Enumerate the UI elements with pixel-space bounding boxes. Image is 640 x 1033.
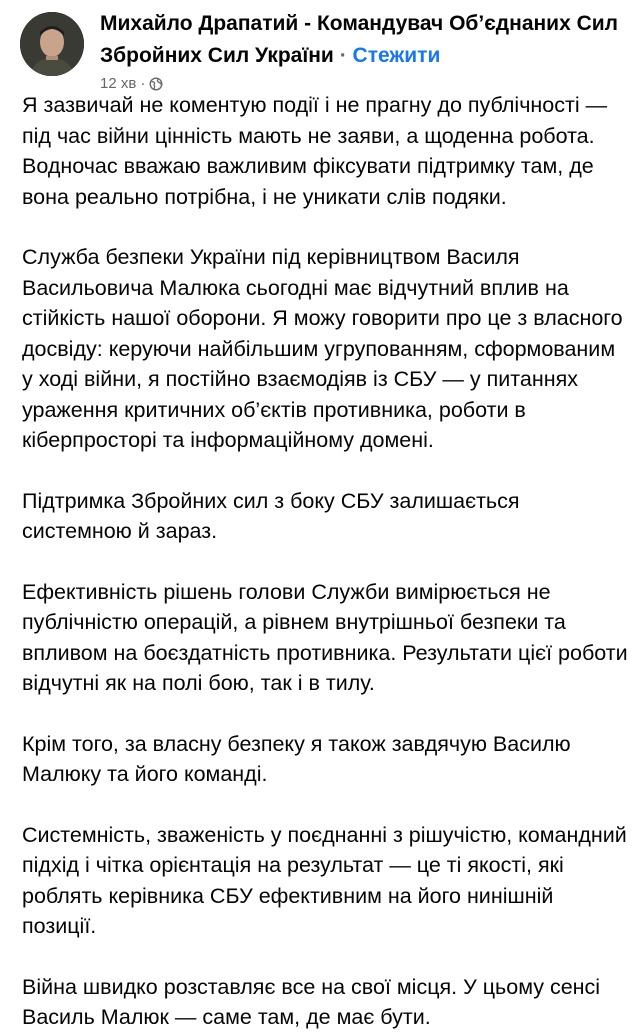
avatar[interactable] [20,12,84,76]
header-text [100,8,632,94]
author-line [100,8,632,72]
separator-dot: · [339,44,347,67]
post-paragraph: Я зазвичай не коментую події і не прагну до публічності — під час війни цінність мають не заяви, а щоденна робота. Водночас вважаю важливим фіксувати підтримку там, де вона реально потрібна, і не уникати слів подяки. [22,93,608,209]
post-header [20,8,632,92]
post-body [22,90,628,1033]
post-paragraph: Крім того, за власну безпеку я також завдячую Василю Малюку та його команді. [22,731,571,786]
meta-separator: · [140,75,146,92]
timestamp[interactable]: 12 хв [100,75,137,92]
post-paragraph: Війна швидко розставляє все на свої місця. У цьому сенсі Василь Малюк — саме там, де має бути. [22,974,601,1029]
post-paragraph: Ефективність рішень голови Служби вимірюється не публічністю операцій, а рівнем внутрішньої безпеки та впливом на боєздатність противника. Результати цієї роботи відчутні як на полі бою, так і в тилу. [22,579,628,695]
post-paragraph: Служба безпеки України під керівництвом Василя Васильовича Малюка сьогодні має відчутний вплив на стійкість нашої оборони. Я можу говорити про це з власного досвіду: керуючи найбільшим угрупованням, сформованим у ході війни, я постійно взаємодіяв із СБУ — у питаннях ураження критичних об’єктів противника, роботи в кіберпросторі та інформаційному домені. [22,245,623,452]
globe-icon[interactable] [149,77,163,91]
follow-button[interactable]: Стежити [352,44,441,67]
author-name[interactable]: Михайло Драпатий - Командувач Об’єднаних Сил Збройних Сил України [100,12,619,67]
post-paragraph: Системність, зваженість у поєднанні з рішучістю, командний підхід і чітка орієнтація на результат — це ті якості, які роблять керівника СБУ ефективним на його нинішній позиції. [22,822,627,938]
post-paragraph: Підтримка Збройних сил з боку СБУ залишається системною й зараз. [22,488,520,543]
avatar-photo [20,12,84,76]
